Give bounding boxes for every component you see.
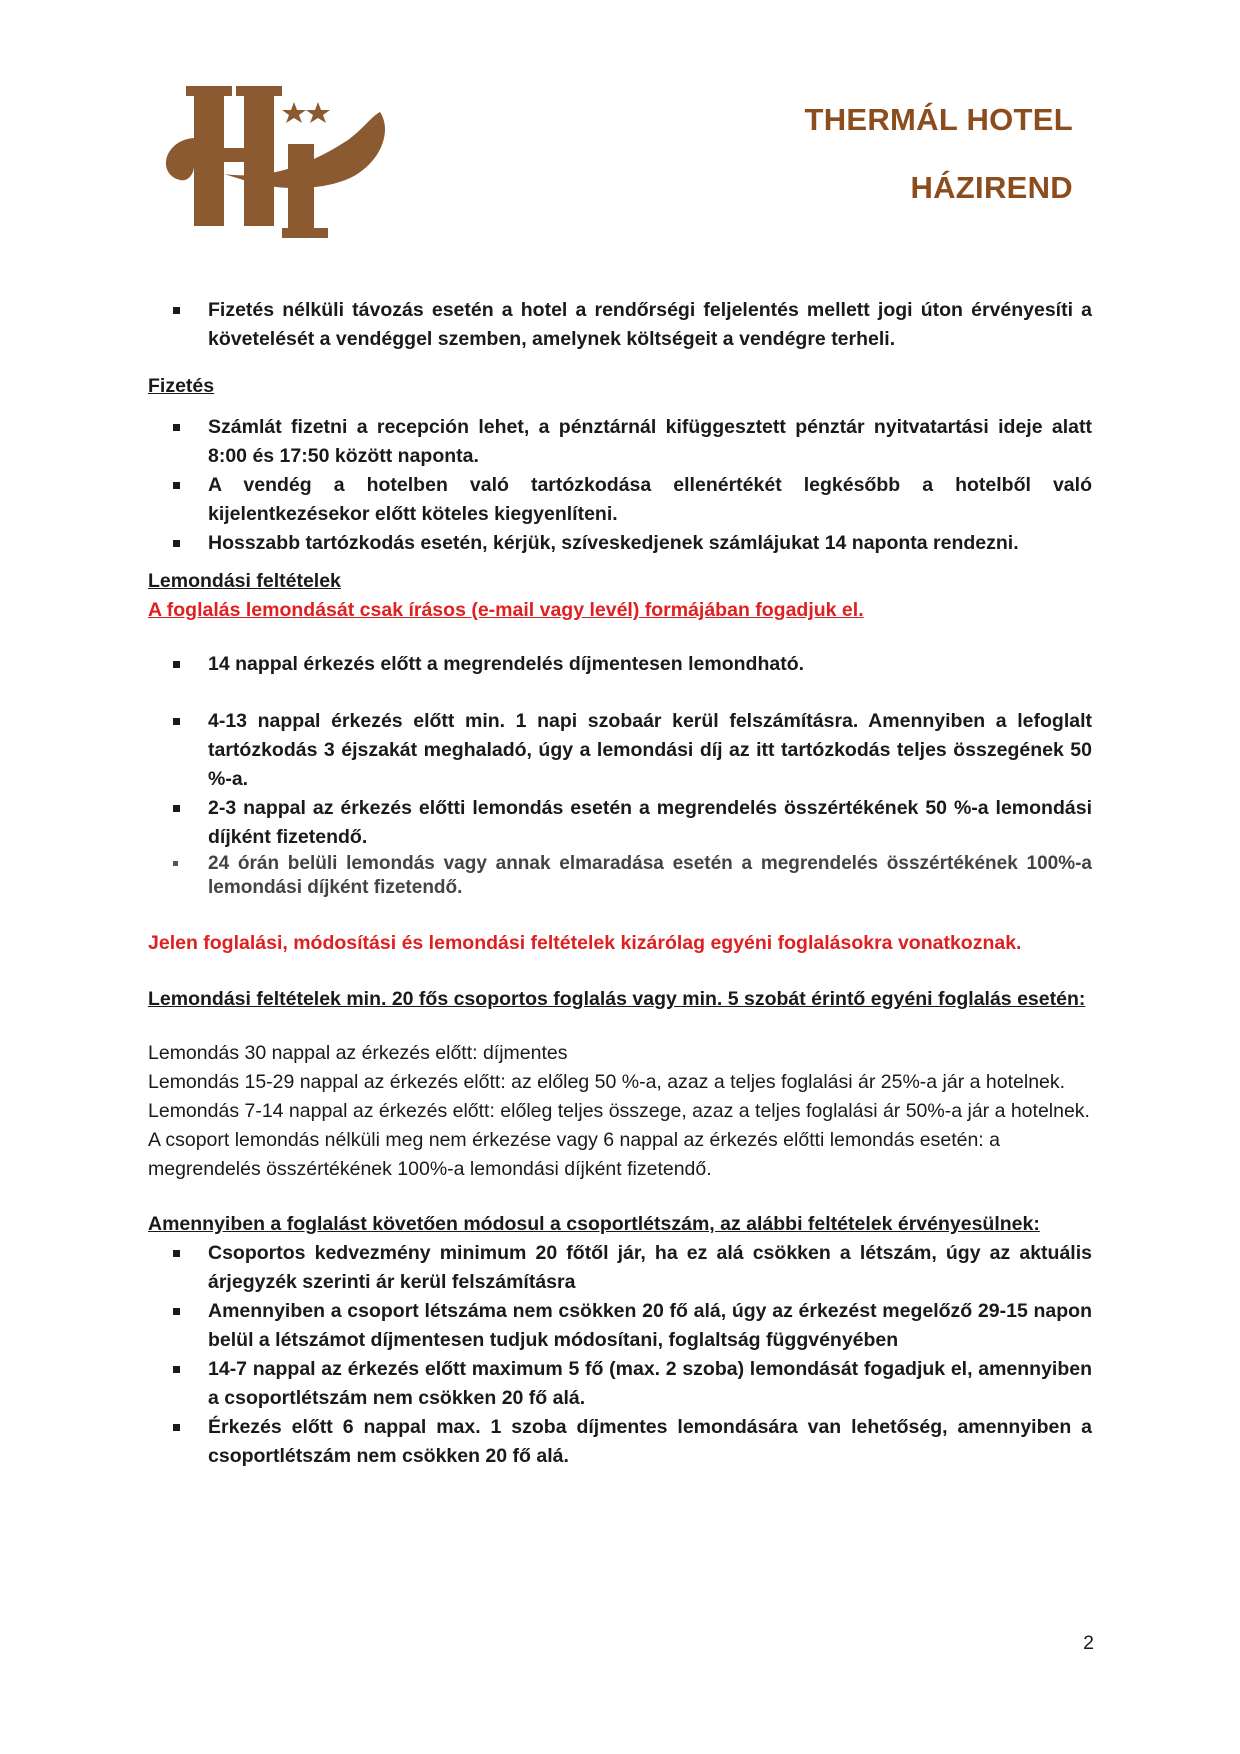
list-item: 14 nappal érkezés előtt a megrendelés díjmentesen lemondható. — [148, 650, 1092, 679]
list-item: 14-7 nappal az érkezés előtt maximum 5 fő (max. 2 szoba) lemondását fogadjuk el, amennyiben a csoportlétszám nem csökken 20 fő alá. — [148, 1355, 1092, 1413]
list-item: Számlát fizetni a recepción lehet, a pénztárnál kifüggesztett pénztár nyitvatartási ideje alatt 8:00 és 17:50 között naponta. — [148, 413, 1092, 471]
modification-list — [148, 1239, 1092, 1471]
group-term-line: Lemondás 7-14 nappal az érkezés előtt: előleg teljes összege, azaz a teljes foglalási ár 50%-a jár a hotelnek. — [148, 1100, 1090, 1122]
hotel-logo-icon — [158, 82, 392, 240]
section-heading-cancellation: Lemondási feltételek — [148, 570, 341, 592]
section-heading-payment: Fizetés — [148, 375, 215, 397]
list-item: Fizetés nélküli távozás esetén a hotel a rendőrségi feljelentés mellett jogi úton érvényesíti a követelését a vendéggel szemben, amelynek költségeit a vendégre terheli. — [148, 296, 1092, 354]
intro-list — [148, 296, 1092, 354]
document-body — [148, 296, 1092, 1471]
list-item: 24 órán belüli lemondás vagy annak elmaradása esetén a megrendelés összértékének 100%-a lemondási díjként fizetendő. — [148, 852, 1092, 900]
hotel-name: THERMÁL HOTEL — [804, 102, 1073, 137]
cancellation-list — [148, 650, 1092, 900]
cancellation-notice: A foglalás lemondását csak írásos (e-mail vagy levél) formájában fogadjuk el. — [148, 599, 864, 621]
section-heading-modification: Amennyiben a foglalást követően módosul a csoportlétszám, az alábbi feltételek érvényesülnek: — [148, 1213, 1040, 1235]
document-title: HÁZIREND — [910, 170, 1073, 205]
group-term-line: A csoport lemondás nélküli meg nem érkezése vagy 6 nappal az érkezés előtti lemondás esetén: a megrendelés összértékének 100%-a lemondási díjként fizetendő. — [148, 1129, 1000, 1180]
list-item: A vendég a hotelben való tartózkodása ellenértékét legkésőbb a hotelből való kijelentkezésekor előtt köteles kiegyenlíteni. — [148, 471, 1092, 529]
group-terms — [148, 1039, 1092, 1184]
page-number: 2 — [1083, 1632, 1094, 1654]
individual-booking-note: Jelen foglalási, módosítási és lemondási feltételek kizárólag egyéni foglalásokra vonatkoznak. — [148, 932, 1022, 954]
group-term-line: Lemondás 30 nappal az érkezés előtt: díjmentes — [148, 1042, 568, 1064]
list-item: Amennyiben a csoport létszáma nem csökken 20 fő alá, úgy az érkezést megelőző 29-15 napon belül a létszámot díjmentesen tudjuk módosítani, foglaltság függvényében — [148, 1297, 1092, 1355]
list-item: 2-3 nappal az érkezés előtti lemondás esetén a megrendelés összértékének 50 %-a lemondási díjként fizetendő. — [148, 794, 1092, 852]
payment-list — [148, 413, 1092, 558]
list-item: Érkezés előtt 6 nappal max. 1 szoba díjmentes lemondására van lehetőség, amennyiben a csoportlétszám nem csökken 20 fő alá. — [148, 1413, 1092, 1471]
group-term-line: Lemondás 15-29 nappal az érkezés előtt: az előleg 50 %-a, azaz a teljes foglalási ár 25%-a jár a hotelnek. — [148, 1071, 1066, 1093]
list-item: 4-13 nappal érkezés előtt min. 1 napi szobaár kerül felszámításra. Amennyiben a lefoglalt tartózkodás 3 éjszakát meghaladó, úgy a lemondási díj az itt tartózkodás teljes összegének 50 %-a. — [148, 707, 1092, 794]
list-item: Hosszabb tartózkodás esetén, kérjük, szíveskedjenek számlájukat 14 naponta rendezni. — [148, 529, 1092, 558]
list-item: Csoportos kedvezmény minimum 20 főtől jár, ha ez alá csökken a létszám, úgy az aktuális árjegyzék szerinti ár kerül felszámításra — [148, 1239, 1092, 1297]
section-heading-group: Lemondási feltételek min. 20 fős csoportos foglalás vagy min. 5 szobát érintő egyéni foglalás esetén: — [148, 988, 1086, 1010]
